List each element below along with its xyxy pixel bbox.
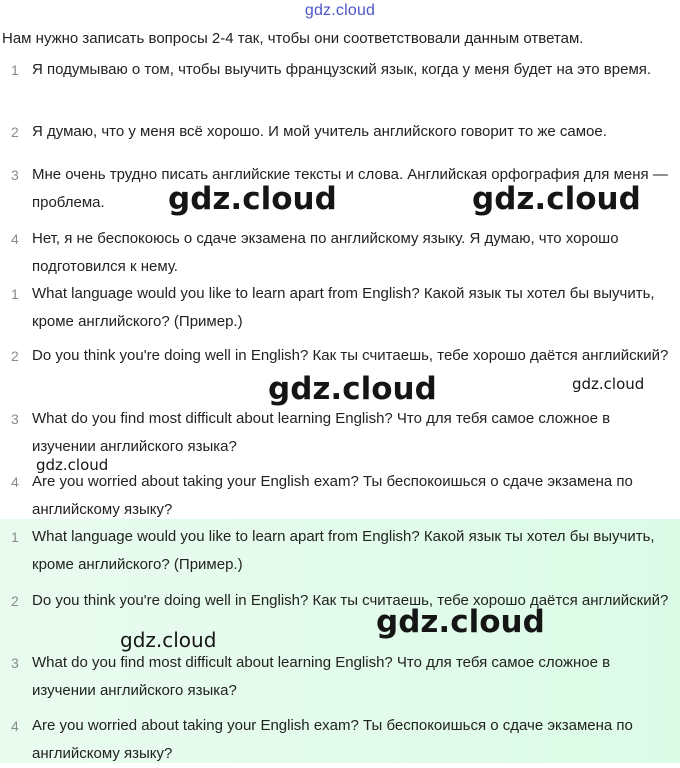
- item-number: 2: [11, 124, 19, 140]
- watermark: gdz.cloud: [120, 628, 217, 652]
- item-text: What language would you like to learn apart from English? Какой язык ты хотел бы выучить, кроме английского? (Пример.): [32, 285, 655, 330]
- item-number: 4: [11, 718, 19, 734]
- watermark: gdz.cloud: [168, 181, 337, 217]
- watermark: gdz.cloud: [376, 604, 545, 640]
- item-number: 1: [11, 529, 19, 545]
- item-number: 3: [11, 655, 19, 671]
- item-text: What do you find most difficult about learning English? Что для тебя самое сложное в изучении английского языка?: [32, 410, 611, 455]
- item-number: 3: [11, 167, 19, 183]
- item-text: Мне очень трудно писать английские тексты и слова. Английская орфография для меня — проблема.: [32, 166, 668, 211]
- item-text: Нет, я не беспокоюсь о сдаче экзамена по английскому языку. Я думаю, что хорошо подготовился к нему.: [32, 230, 619, 275]
- item-number: 1: [11, 286, 19, 302]
- item-text: Я думаю, что у меня всё хорошо. И мой учитель английского говорит то же самое.: [32, 123, 607, 140]
- task-intro: Нам нужно записать вопросы 2-4 так, чтобы они соответствовали данным ответам.: [2, 30, 584, 47]
- header-watermark: gdz.cloud: [304, 2, 376, 19]
- item-number: 2: [11, 593, 19, 609]
- item-number: 4: [11, 474, 19, 490]
- item-number: 4: [11, 231, 19, 247]
- item-number: 1: [11, 62, 19, 78]
- watermark: gdz.cloud: [472, 181, 641, 217]
- item-number: 2: [11, 348, 19, 364]
- item-text: Are you worried about taking your English exam? Ты беспокоишься о сдаче экзамена по английскому языку?: [32, 717, 633, 762]
- item-number: 3: [11, 411, 19, 427]
- item-text: Я подумываю о том, чтобы выучить французский язык, когда у меня будет на это время.: [32, 61, 652, 78]
- watermark: gdz.cloud: [36, 456, 109, 474]
- watermark: gdz.cloud: [572, 375, 645, 393]
- item-text: Are you worried about taking your English exam? Ты беспокоишься о сдаче экзамена по английскому языку?: [32, 473, 633, 518]
- item-text: What language would you like to learn apart from English? Какой язык ты хотел бы выучить, кроме английского? (Пример.): [32, 528, 655, 573]
- item-text: Do you think you're doing well in English? Как ты считаешь, тебе хорошо даётся английский?: [32, 347, 669, 364]
- watermark: gdz.cloud: [268, 371, 437, 407]
- item-text: What do you find most difficult about learning English? Что для тебя самое сложное в изучении английского языка?: [32, 654, 611, 699]
- item-text: Do you think you're doing well in English? Как ты считаешь, тебе хорошо даётся английский?: [32, 592, 669, 609]
